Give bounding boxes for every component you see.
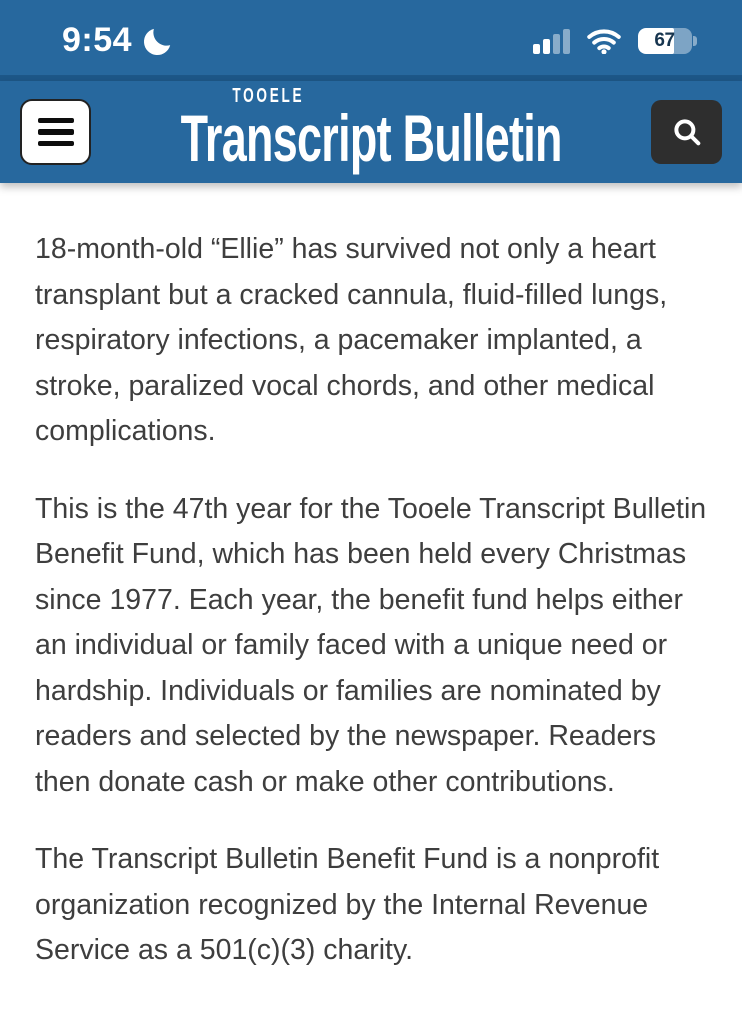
hamburger-menu-button[interactable] <box>20 99 91 165</box>
clock: 9:54 <box>62 21 133 59</box>
search-icon <box>670 115 704 149</box>
article-paragraph: The Transcript Bulletin Benefit Fund is a nonprofit organization recognized by the Internal Revenue Service as a 501(c)(3) charity. <box>35 843 660 966</box>
hamburger-icon <box>38 118 74 124</box>
site-header <box>0 81 742 183</box>
logo-kicker: TOOELE <box>232 85 305 107</box>
moon-icon <box>141 24 175 58</box>
status-left <box>62 21 175 60</box>
battery-icon <box>638 28 698 54</box>
article-body <box>0 183 742 974</box>
article-paragraph: 18-month-old “Ellie” has survived not only a heart transplant but a cracked cannula, fluid-filled lungs, respiratory infections, a pacemaker implanted, a stroke, paralized vocal chords, and other medical complications. <box>35 233 668 447</box>
cellular-signal-icon <box>533 28 570 54</box>
battery-nub <box>693 36 697 46</box>
wifi-icon <box>586 27 622 54</box>
status-bar <box>0 0 742 75</box>
article-paragraph: This is the 47th year for the Tooele Transcript Bulletin Benefit Fund, which has been held every Christmas since 1977. Each year, the benefit fund helps either an individual or family faced with a unique need or hardship. Individuals or families are nominated by readers and selected by the newspaper. Readers then donate cash or make other contributions. <box>35 492 707 798</box>
site-logo[interactable] <box>180 85 562 175</box>
battery-percent: 67 <box>654 29 675 51</box>
logo-title: Transcript Bulletin <box>180 101 562 175</box>
search-button[interactable] <box>651 100 722 164</box>
status-right <box>533 27 698 54</box>
